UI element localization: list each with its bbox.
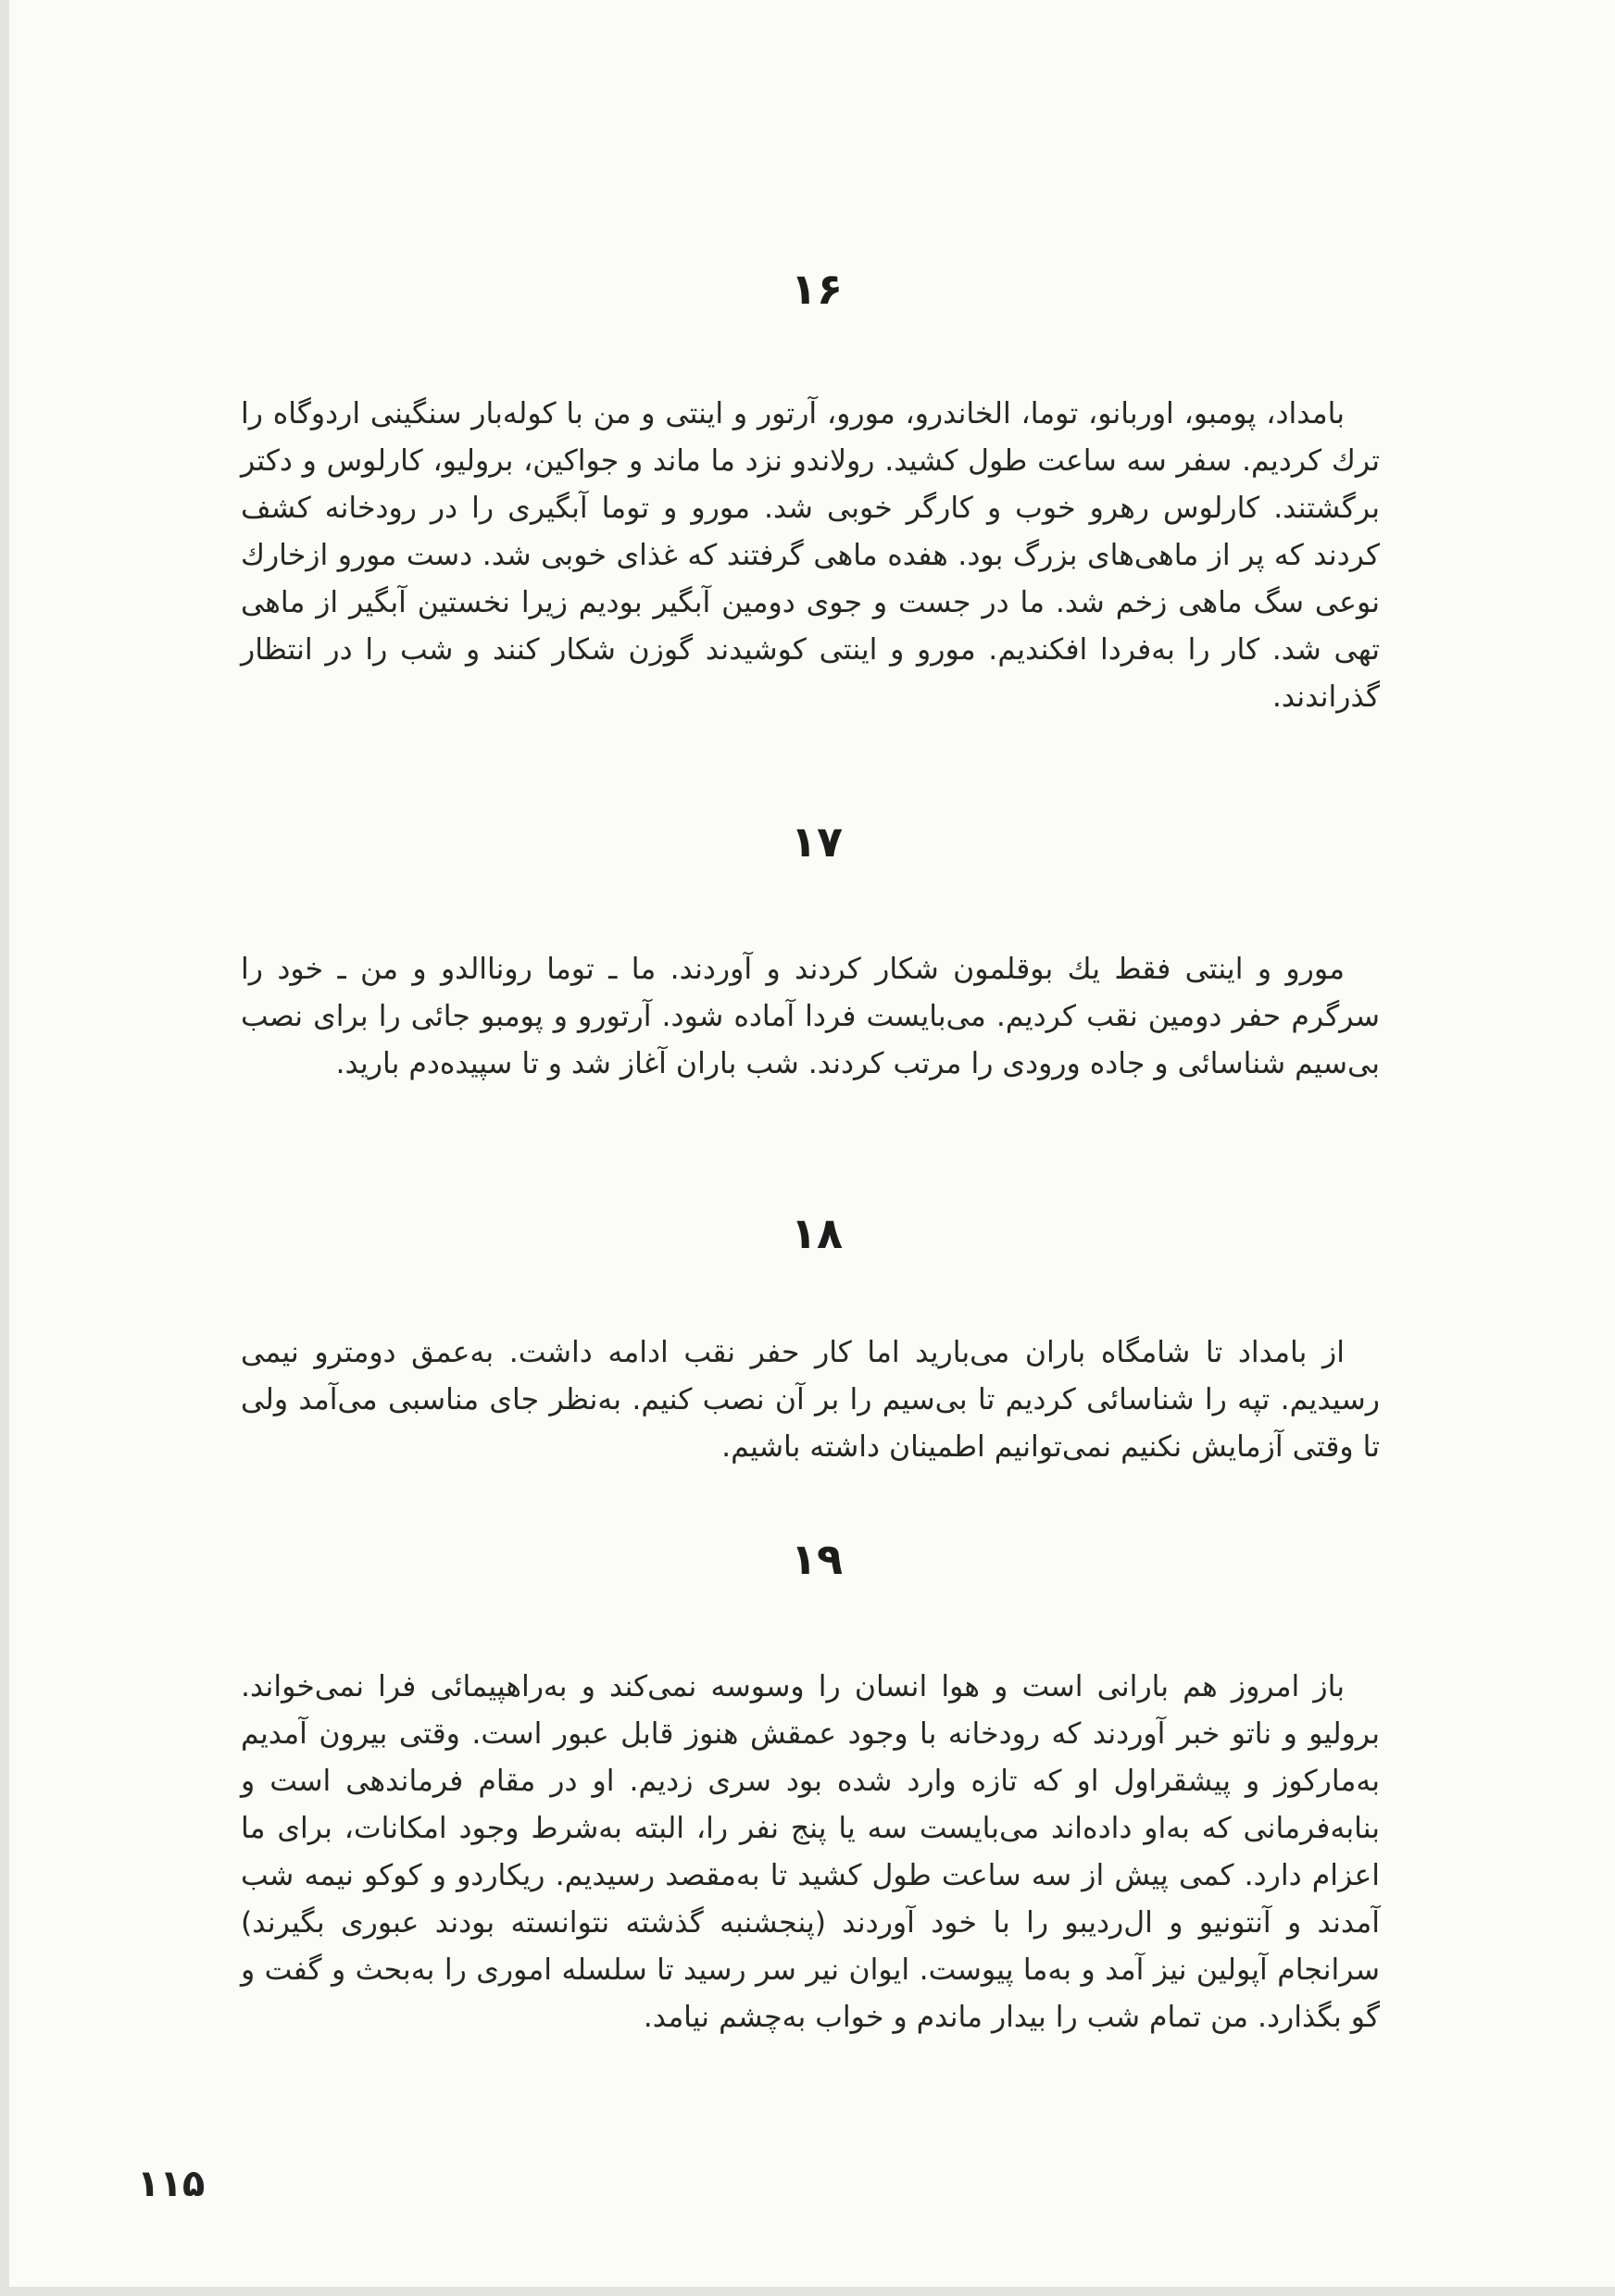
section-body-18 (241, 1329, 1380, 1471)
section-paragraph: بامداد، پومبو، اوربانو، توما، الخاندرو، مورو، آرتور و اینتی و من با کوله‌بار سنگینی اردوگاه را ترك کردیم. سفر سه ساعت طول کشید. رولاندو نزد ما ماند و جواکین، برولیو، کارلوس و دکتر برگشتند. کارلوس رهرو خوب و کارگر خوبی شد. مورو و توما آبگیری را در رودخانه کشف کردند که پر از ماهی‌های بزرگ بود. هفده ماهی گرفتند که غذای خوبی شد. دست مورو ازخارك نوعی سگ ماهی زخم شد. ما در جست و جوی دومین آبگیر بودیم زیرا نخستین آبگیر از ماهی تهی شد. کار را به‌فردا افکندیم. مورو و اینتی کوشیدند گوزن شکار کنند و شب را در انتظار گذراندند. (241, 397, 1380, 714)
section-heading-16: ۱۶ (790, 264, 844, 314)
section-paragraph: باز امروز هم بارانی است و هوا انسان را وسوسه نمی‌کند و به‌راهپیمائی فرا نمی‌خواند. برولیو و ناتو خبر آوردند که رودخانه با وجود عمقش هنوز قابل عبور است. وقتی بیرون آمدیم به‌مارکوز و پیشقراول او که تازه وارد شده بود سری زدیم. او در مقام فرماندهی است و بنابه‌فرمانی که به‌او داده‌اند می‌بایست سه یا پنج نفر را، البته به‌شرط وجود امکانات، برای ما اعزام دارد. کمی پیش از سه ساعت طول کشید تا به‌مقصد رسیدیم. ریکاردو و کوکو نیمه شب آمدند و آنتونیو و ال‌ردیبو را با خود آوردند (پنجشنبه گذشته نتوانسته بودند عبوری بگیرند) سرانجام آپولین نیز آمد و به‌ما پیوست. ایوان نیر سر رسید تا سلسله اموری را به‌بحث و گفت و گو بگذارد. من تمام شب را بیدار ماندم و خواب به‌چشم نیامد. (241, 1670, 1380, 2034)
section-heading-17: ۱۷ (790, 817, 844, 867)
page-number: ۱۱۵ (137, 2163, 206, 2205)
section-paragraph: مورو و اینتی فقط یك بوقلمون شکار کردند و آوردند. ما ـ توما روناالدو و من ـ خود را سرگرم حفر دومین نقب کردیم. می‌بایست فردا آماده شود. آرتورو و پومبو جائی را برای نصب بی‌سیم شناسائی و جاده ورودی را مرتب کردند. شب باران آغاز شد و تا سپیده‌دم بارید. (241, 953, 1380, 1080)
section-body-16 (241, 391, 1380, 721)
section-heading-18: ۱۸ (790, 1208, 844, 1258)
section-body-19 (241, 1664, 1380, 2041)
section-paragraph: از بامداد تا شامگاه باران می‌بارید اما کار حفر نقب ادامه داشت. به‌عمق دومترو نیمی رسیدیم. تپه را شناسائی کردیم تا بی‌سیم را بر آن نصب کنیم. به‌نظر جای مناسبی می‌آمد ولی تا وقتی آزمایش نکنیم نمی‌توانیم اطمینان داشته باشیم. (241, 1336, 1380, 1464)
section-heading-19: ۱۹ (790, 1534, 844, 1584)
section-body-17 (241, 946, 1380, 1088)
